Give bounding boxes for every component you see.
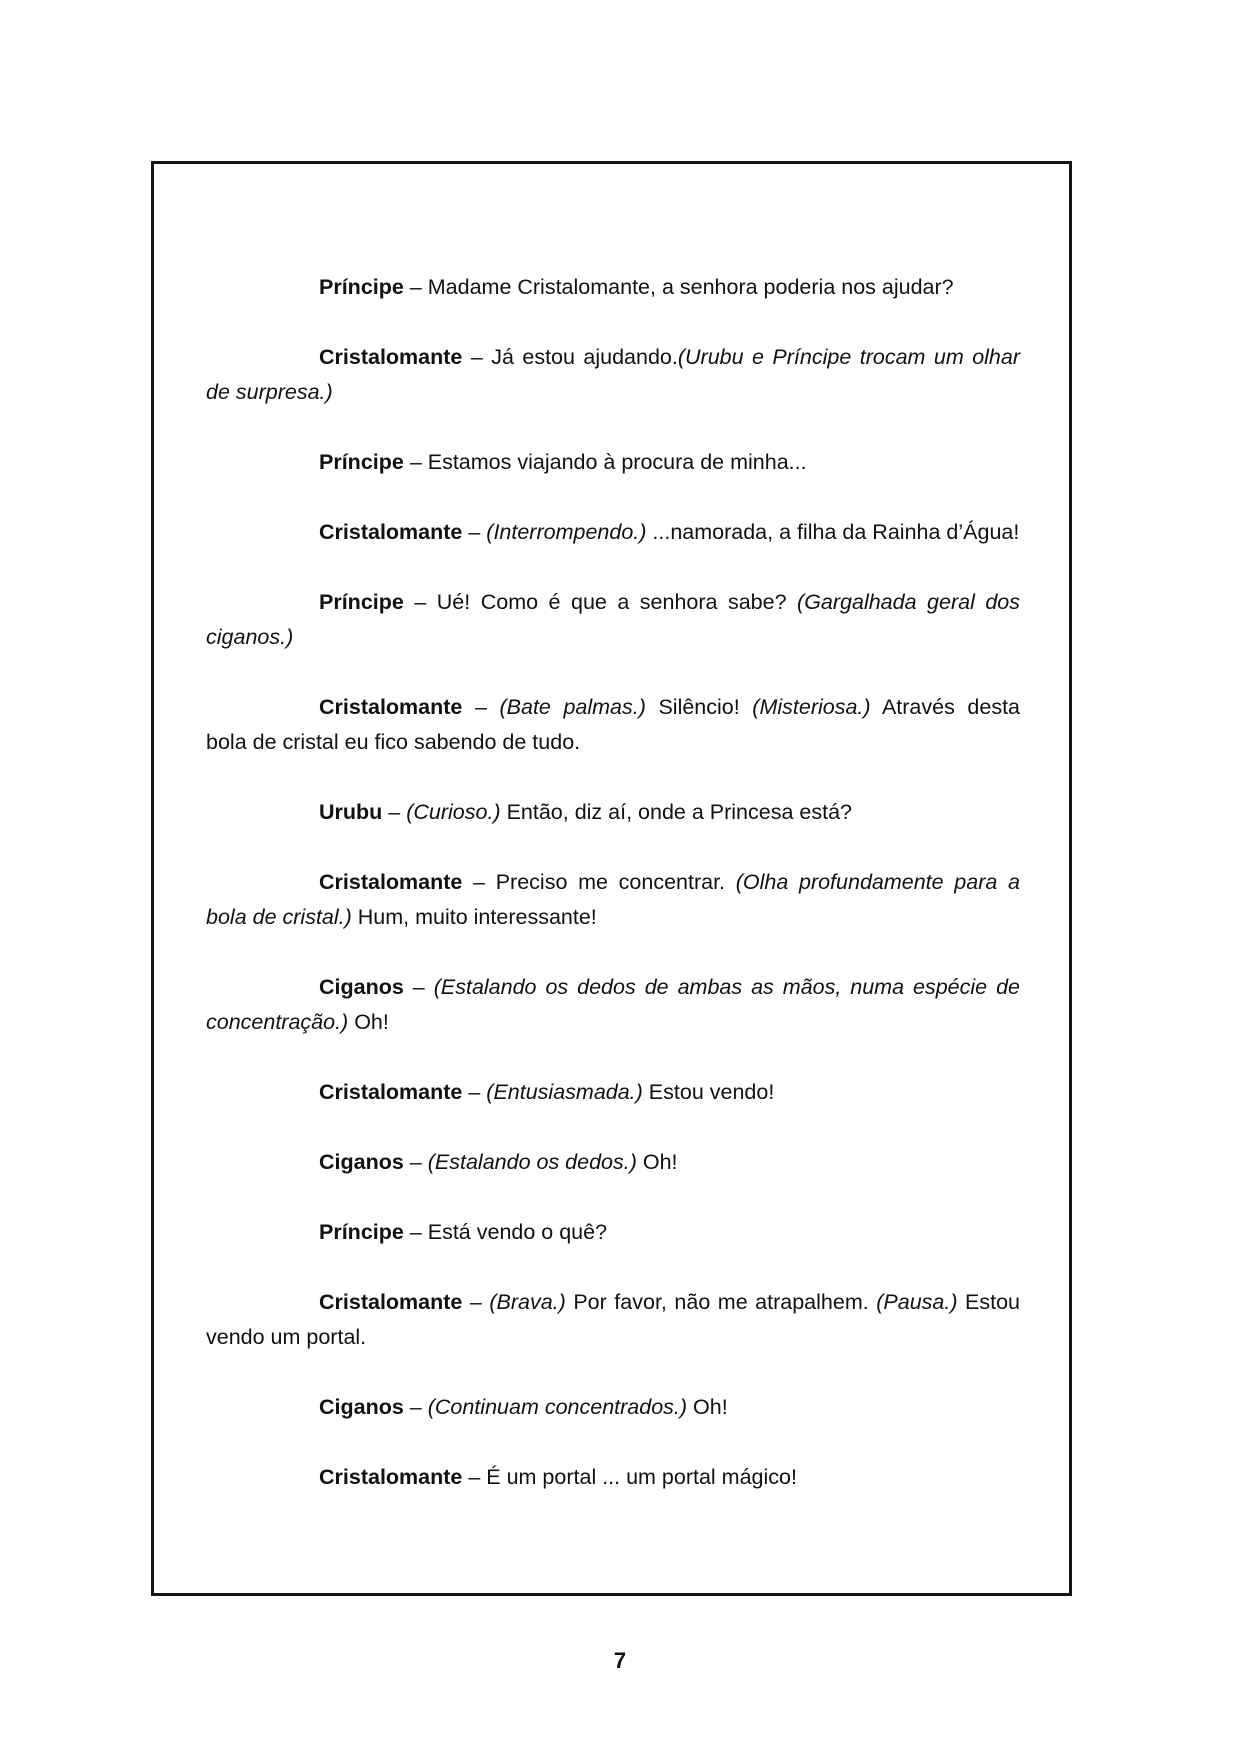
dialogue-line: [206, 1460, 1020, 1495]
speech-text: – Já estou ajudando.: [462, 345, 678, 369]
speaker-name: Príncipe: [319, 275, 404, 299]
dialogue-line: [206, 515, 1020, 550]
speech-text: Silêncio!: [645, 695, 753, 719]
dialogue-line: [206, 970, 1020, 1040]
dialogue-line: [206, 865, 1020, 935]
speech-text: – Madame Cristalomante, a senhora poderia nos ajudar?: [403, 275, 954, 299]
speaker-name: Cristalomante: [319, 1465, 463, 1489]
stage-direction: (Misteriosa.): [752, 695, 871, 719]
speech-text: Por favor, não me atrapalhem.: [565, 1290, 877, 1314]
speech-text: –: [462, 1290, 490, 1314]
speaker-name: Cristalomante: [319, 520, 463, 544]
stage-direction: (Entusiasmada.): [486, 1080, 643, 1104]
speech-text: Oh!: [687, 1395, 728, 1419]
dialogue-line: [206, 1215, 1020, 1250]
stage-direction: (Pausa.): [876, 1290, 958, 1314]
dialogue-line: [206, 690, 1020, 760]
speech-text: ...namorada, a filha da Rainha d’Água!: [646, 520, 1020, 544]
speaker-name: Ciganos: [319, 975, 404, 999]
speaker-name: Príncipe: [319, 590, 404, 614]
stage-direction: (Olha profundamente para a bola de cristal.): [206, 870, 1020, 929]
speaker-name: Cristalomante: [319, 695, 463, 719]
dialogue-line: [206, 270, 1020, 305]
page-number: 7: [613, 1648, 627, 1673]
stage-direction: (Continuam concentrados.): [427, 1395, 688, 1419]
stage-direction: (Bate palmas.): [499, 695, 646, 719]
speaker-name: Cristalomante: [319, 345, 463, 369]
dialogue-line: [206, 1075, 1020, 1110]
speech-text: Oh!: [636, 1150, 678, 1174]
speech-text: –: [382, 800, 407, 824]
stage-direction: (Urubu e Príncipe trocam um olhar de surpresa.): [206, 345, 1020, 404]
speaker-name: Cristalomante: [319, 1290, 463, 1314]
speech-text: Estou vendo um portal.: [206, 1290, 1020, 1349]
speech-text: –: [462, 695, 500, 719]
speech-text: – Ué! Como é que a senhora sabe?: [403, 590, 798, 614]
speech-text: – É um portal ... um portal mágico!: [462, 1465, 797, 1489]
speaker-name: Cristalomante: [319, 870, 463, 894]
dialogue-line: [206, 1285, 1020, 1355]
dialogue-line: [206, 445, 1020, 480]
dialogue-line: [206, 585, 1020, 655]
speech-text: –: [403, 1395, 428, 1419]
dialogue-line: [206, 340, 1020, 410]
script-dialogue: [206, 270, 1020, 1530]
speech-text: Oh!: [348, 1010, 389, 1034]
dialogue-line: [206, 1390, 1020, 1425]
speech-text: –: [403, 1150, 428, 1174]
stage-direction: (Estalando os dedos de ambas as mãos, numa espécie de concentração.): [206, 975, 1020, 1034]
speaker-name: Príncipe: [319, 1220, 404, 1244]
speech-text: – Está vendo o quê?: [403, 1220, 608, 1244]
dialogue-line: [206, 1145, 1020, 1180]
speech-text: Através desta bola de cristal eu fico sabendo de tudo.: [206, 695, 1020, 754]
speech-text: Então, diz aí, onde a Princesa está?: [500, 800, 852, 824]
speaker-name: Urubu: [319, 800, 383, 824]
speaker-name: Príncipe: [319, 450, 404, 474]
stage-direction: (Curioso.): [406, 800, 501, 824]
speech-text: Estou vendo!: [642, 1080, 775, 1104]
speaker-name: Cristalomante: [319, 1080, 463, 1104]
stage-direction: (Interrompendo.): [486, 520, 647, 544]
speech-text: –: [462, 1080, 487, 1104]
speaker-name: Ciganos: [319, 1395, 404, 1419]
dialogue-line: [206, 795, 1020, 830]
speech-text: –: [462, 520, 487, 544]
speech-text: Hum, muito interessante!: [351, 905, 597, 929]
speaker-name: Ciganos: [319, 1150, 404, 1174]
stage-direction: (Brava.): [489, 1290, 566, 1314]
stage-direction: (Estalando os dedos.): [427, 1150, 637, 1174]
stage-direction: (Gargalhada geral dos ciganos.): [206, 590, 1020, 649]
speech-text: – Estamos viajando à procura de minha...: [403, 450, 807, 474]
speech-text: – Preciso me concentrar.: [462, 870, 736, 894]
speech-text: –: [403, 975, 434, 999]
